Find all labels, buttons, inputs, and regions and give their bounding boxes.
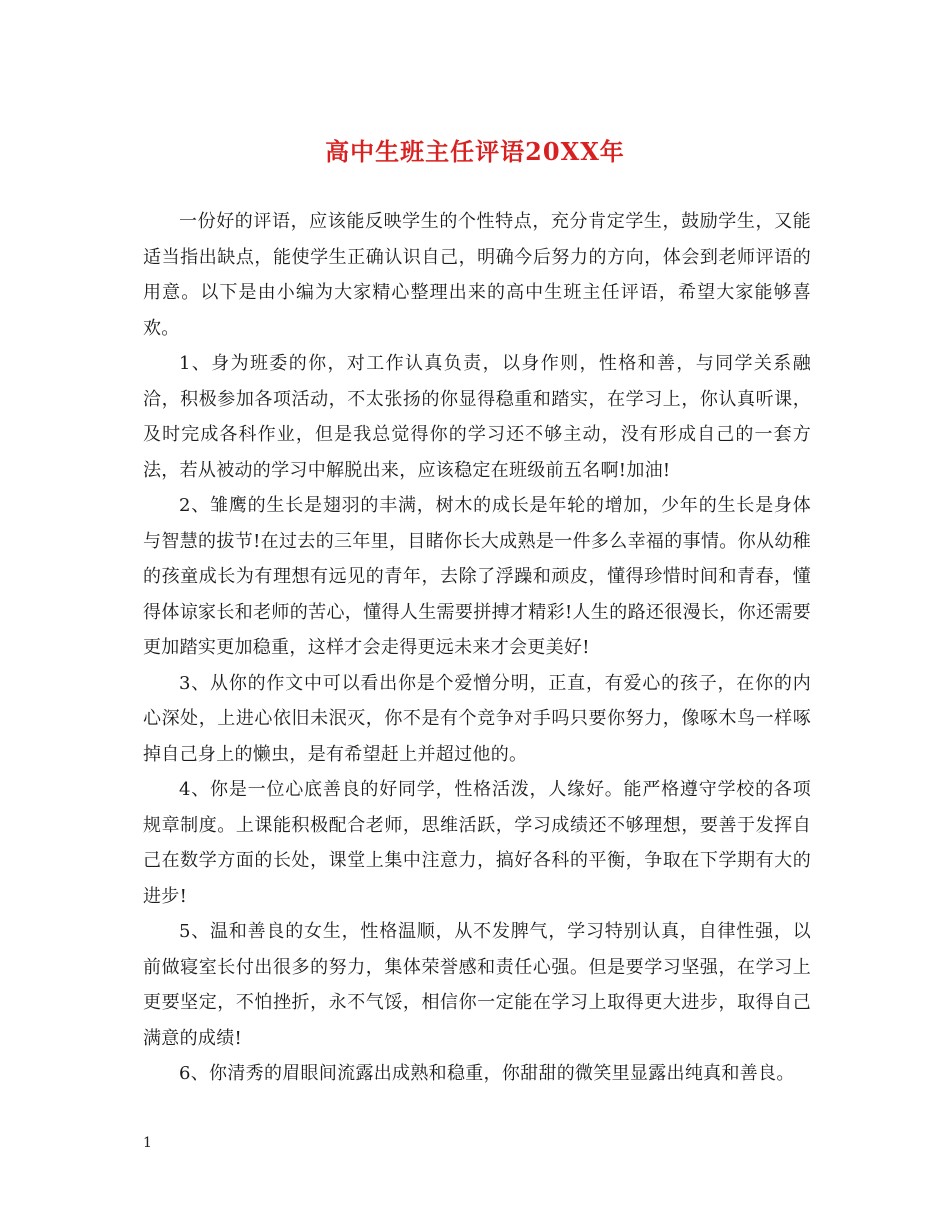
comment-paragraph-3: 3、从你的作文中可以看出你是个爱憎分明，正直，有爱心的孩子，在你的内心深处，上进心依旧未泯灭，你不是有个竞争对手吗只要你努力，像啄木鸟一样啄掉自己身上的懒虫，是有希望赶上并超过他的。	[143, 672, 811, 765]
document-body	[143, 204, 811, 1092]
comment-paragraph-1: 1、身为班委的你，对工作认真负责，以身作则，性格和善，与同学关系融洽，积极参加各项活动，不太张扬的你显得稳重和踏实，在学习上，你认真听课，及时完成各科作业，但是我总觉得你的学习还不够主动，没有形成自己的一套方法，若从被动的学习中解脱出来，应该稳定在班级前五名啊!加油!	[143, 353, 811, 481]
comment-paragraph-6: 6、你清秀的眉眼间流露出成熟和稳重，你甜甜的微笑里显露出纯真和善良。	[179, 1063, 795, 1084]
comment-paragraph-2: 2、雏鹰的生长是翅羽的丰满，树木的成长是年轮的增加，少年的生长是身体与智慧的拔节!在过去的三年里，目睹你长大成熟是一件多么幸福的事情。你从幼稚的孩童成长为有理想有远见的青年，去除了浮躁和顽皮，懂得珍惜时间和青春，懂得体谅家长和老师的苦心，懂得人生需要拼搏才精彩!人生的路还很漫长，你还需要更加踏实更加稳重，这样才会走得更远未来才会更美好!	[143, 495, 811, 658]
document-title: 高中生班主任评语20XX年	[325, 137, 625, 166]
comment-paragraph-5: 5、温和善良的女生，性格温顺，从不发脾气，学习特别认真，自律性强，以前做寝室长付出很多的努力，集体荣誉感和责任心强。但是要学习坚强，在学习上更要坚定，不怕挫折，永不气馁，相信你一定能在学习上取得更大进步，取得自己满意的成绩!	[143, 921, 811, 1049]
intro-paragraph: 一份好的评语，应该能反映学生的个性特点，充分肯定学生，鼓励学生，又能适当指出缺点，能使学生正确认识自己，明确今后努力的方向，体会到老师评语的用意。以下是由小编为大家精心整理出来的高中生班主任评语，希望大家能够喜欢。	[143, 211, 811, 339]
comment-paragraph-4: 4、你是一位心底善良的好同学，性格活泼，人缘好。能严格遵守学校的各项规章制度。上课能积极配合老师，思维活跃，学习成绩还不够理想，要善于发挥自己在数学方面的长处，课堂上集中注意力，搞好各科的平衡，争取在下学期有大的进步!	[143, 779, 811, 907]
page-number: 1	[143, 1135, 152, 1151]
